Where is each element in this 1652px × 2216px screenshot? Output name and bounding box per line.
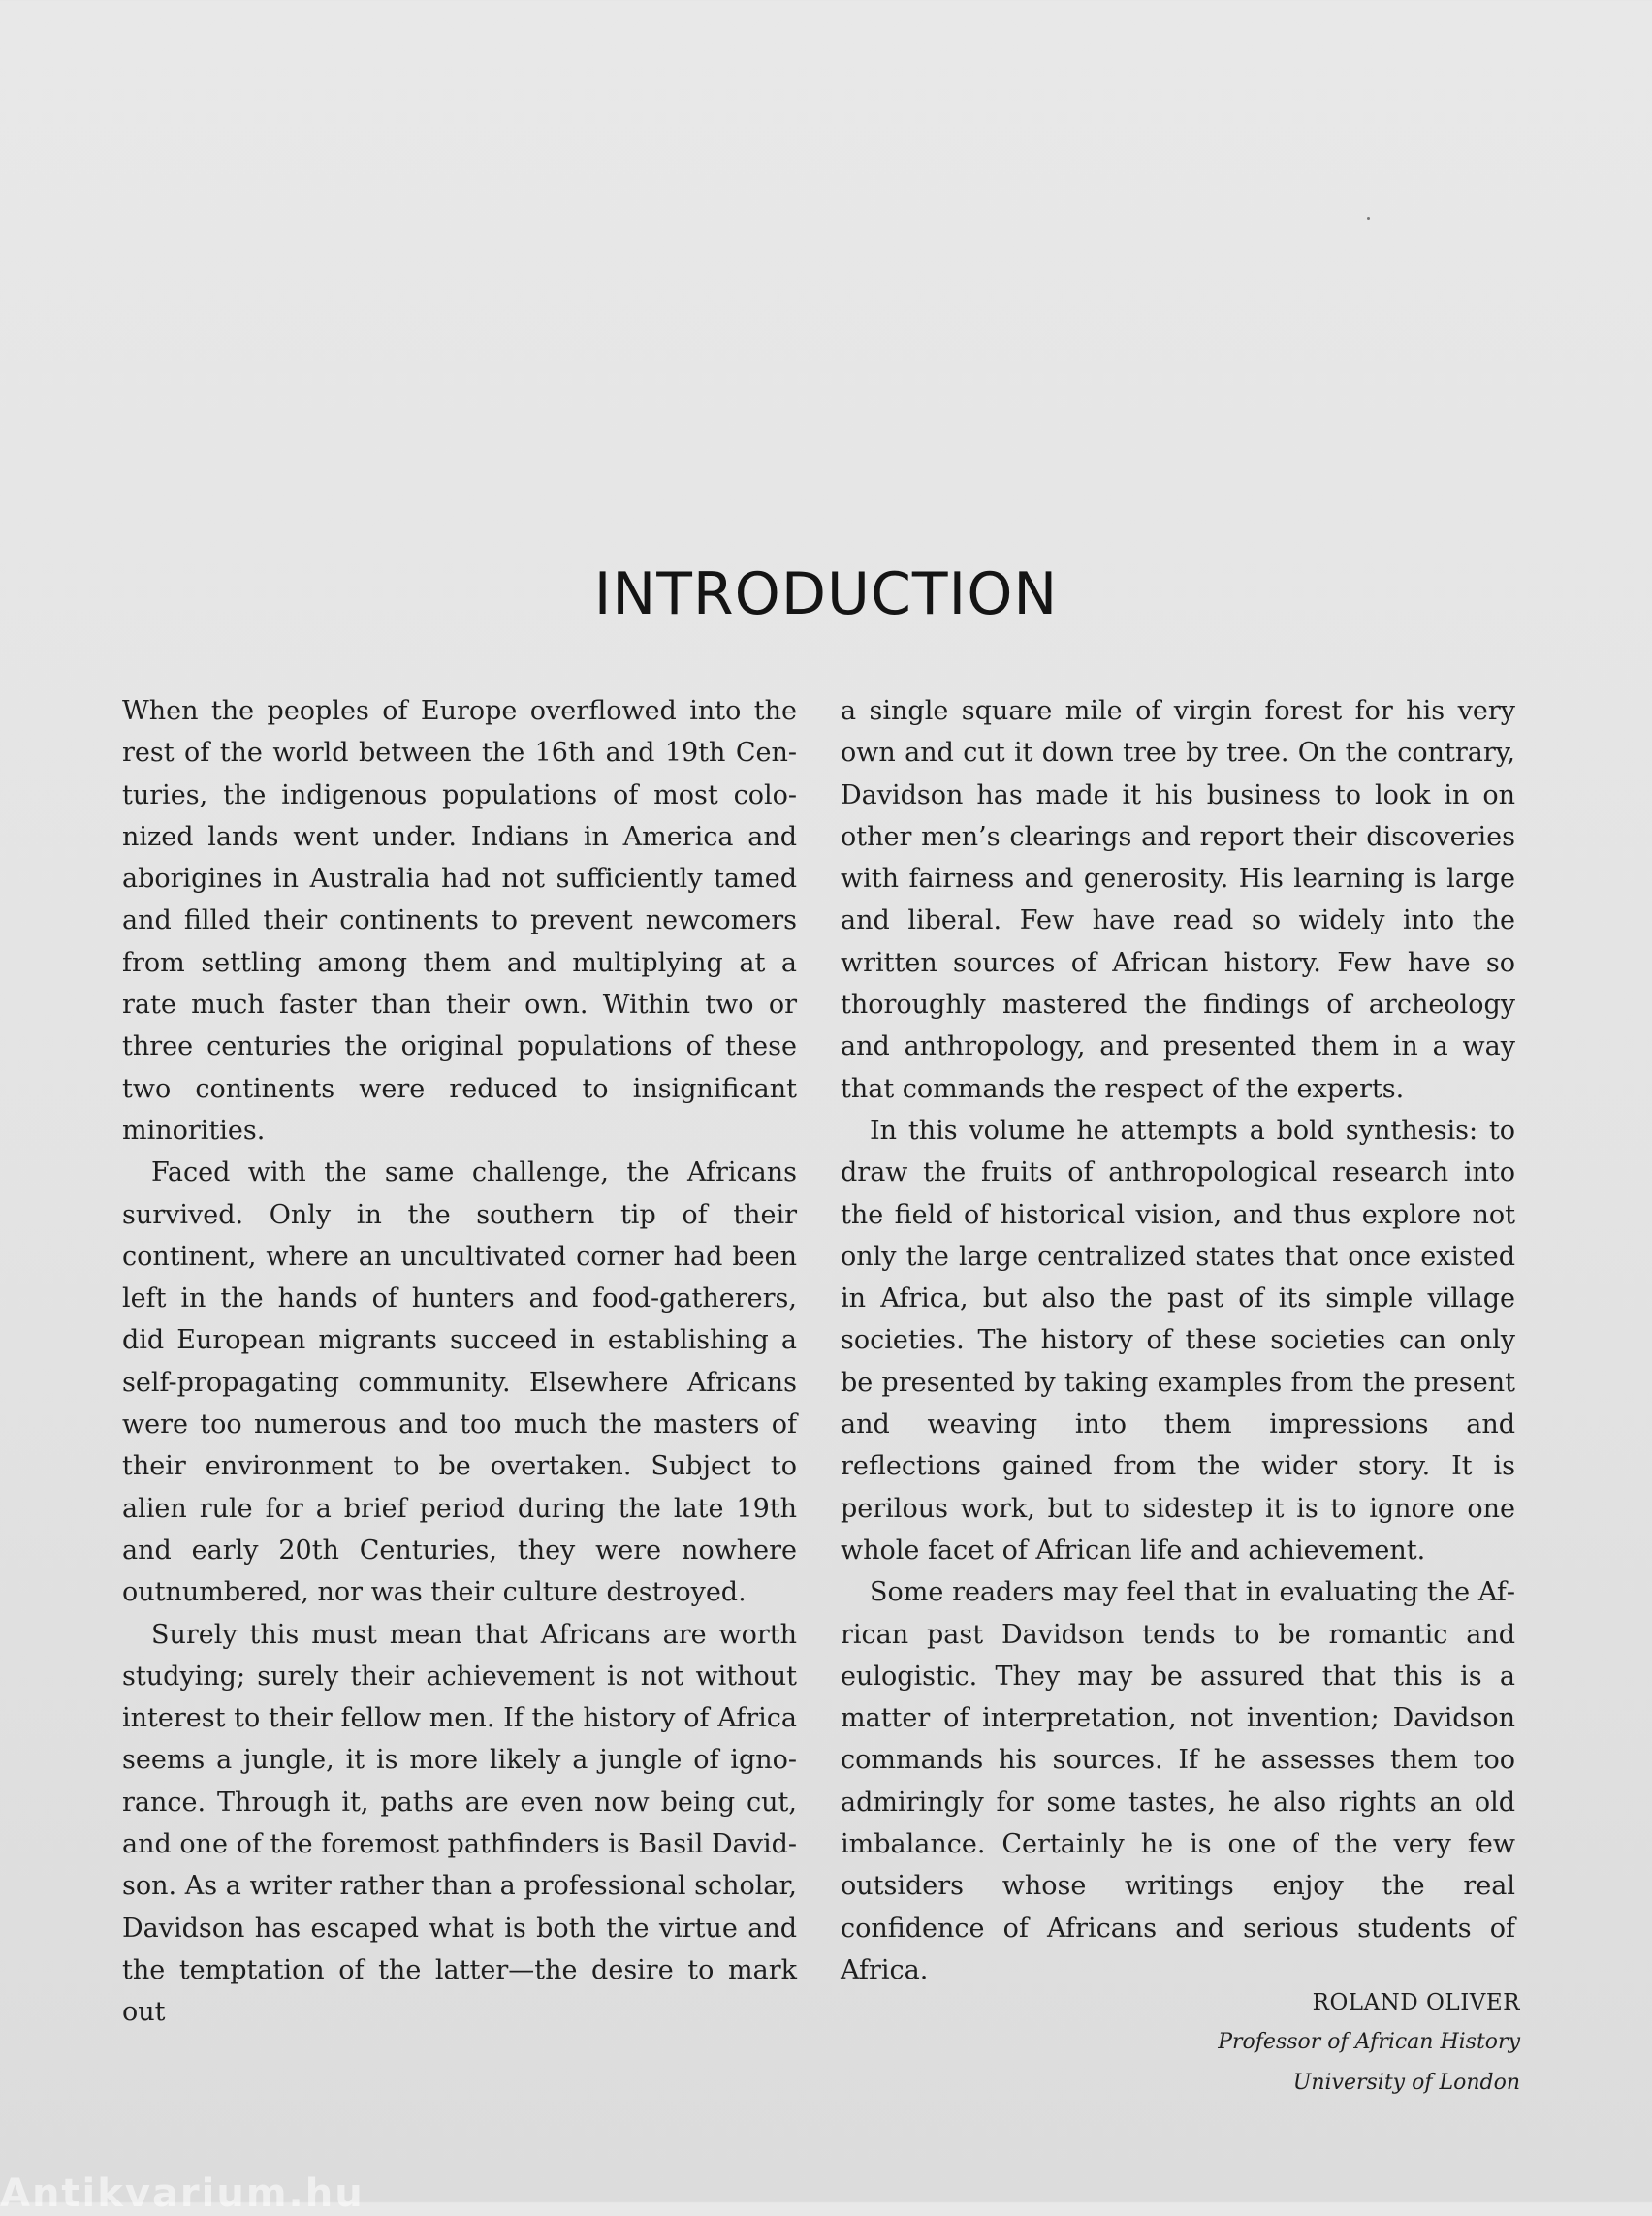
author-name: ROLAND OLIVER bbox=[1312, 1990, 1520, 2015]
author-title: Professor of African History bbox=[1218, 2030, 1520, 2054]
author-institution: University of London bbox=[1292, 2071, 1520, 2095]
author-signature bbox=[1218, 1983, 1520, 2104]
left-column bbox=[122, 690, 797, 2034]
left-paragraph-1: When the peoples of Europe overflowed into the rest of the world between the 16th and 19th Centuries, the indigenous populations of most colonized lands went under. Indians in America and aborigines in Australia had not sufficiently tamed and filled their continents to prevent newcomers from settling among them and multiplying at a rate much faster than their own. Within two or three centuries the original populations of these two continents were reduced to insignificant minorities. bbox=[122, 696, 797, 1146]
page-title: INTRODUCTION bbox=[593, 560, 1059, 628]
right-paragraph-2: In this volume he attempts a bold synthesis: to draw the fruits of anthropological research into the field of historical vision, and thus explore not only the large centralized states that once existed in Africa, but also the past of its simple village societies. The history of these societies can only be presented by taking examples from the present and weaving into them impressions and reflections gained from the wider story. It is perilous work, but to sidestep it is to ignore one whole facet of African life and achievement. bbox=[841, 1115, 1515, 1566]
left-paragraph-2: Faced with the same challenge, the Africans survived. Only in the southern tip of their continent, where an uncultivated corner had been left in the hands of hunters and food-gatherers, did European migrants succeed in establishing a self-propagating community. Elsewhere Africans were too numerous and too much the masters of their environment to be overtaken. Subject to alien rule for a brief period during the late 19th and early 20th Centuries, they were nowhere outnumbered, nor was their culture destroyed. bbox=[122, 1157, 797, 1608]
right-paragraph-3: Some readers may feel that in evaluating the African past Davidson tends to be romantic and eulogistic. They may be assured that this is a matter of interpretation, not invention; Davidson commands his sources. If he assesses them too admiringly for some tastes, he also rights an old imbalance. Certainly he is one of the very few outsiders whose writings enjoy the real confidence of Africans and serious students of Africa. bbox=[841, 1577, 1515, 1985]
right-paragraph-1: a single square mile of virgin forest for his very own and cut it down tree by tree. On the contrary, Davidson has made it his business to look in on other men’s clearings and report their discoveries with fairness and generosity. His learning is large and liberal. Few have read so widely into the written sources of African history. Few have so thoroughly mastered the findings of archeology and anthropology, and presented them in a way that commands the respect of the experts. bbox=[841, 696, 1515, 1104]
right-column bbox=[841, 690, 1515, 1991]
paper-speck bbox=[1367, 217, 1370, 220]
left-paragraph-3: Surely this must mean that Africans are worth studying; surely their achievement is not without interest to their fellow men. If the history of Africa seems a jungle, it is more likely a jungle of ignorance. Through it, paths are even now being cut, and one of the foremost pathfinders is Basil Davidson. As a writer rather than a professional scholar, Davidson has escaped what is both the virtue and the temptation of the latter—the desire to mark out bbox=[122, 1619, 797, 2028]
watermark: Antikvarium.hu bbox=[0, 2171, 365, 2216]
